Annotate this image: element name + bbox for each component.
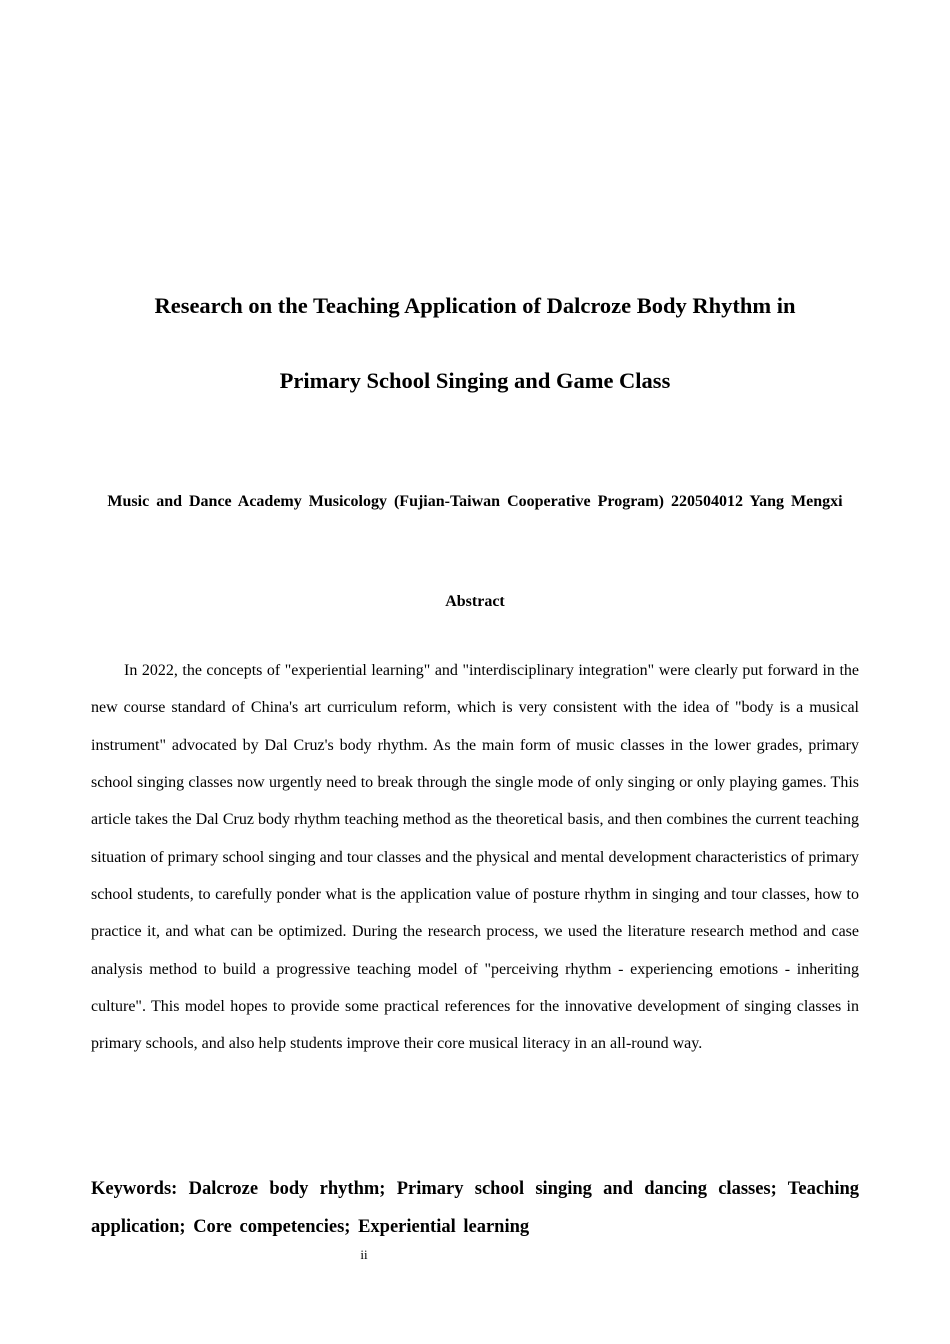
paper-title-line-2: Primary School Singing and Game Class bbox=[279, 368, 671, 393]
keywords: Keywords: Dalcroze body rhythm; Primary school singing and dancing classes; Teaching application; Core competencies; Experiential learning bbox=[91, 1179, 859, 1237]
abstract-body: In 2022, the concepts of "experiential learning" and "interdisciplinary integration" were clearly put forward in the new course standard of China's art curriculum reform, which is very consistent with the idea of "body is a musical instrument" advocated by Dal Cruz's body rhythm. As the main form of music classes in the lower grades, primary school singing classes now urgently need to break through the single mode of only singing or only playing games. This article takes the Dal Cruz body rhythm teaching method as the theoretical basis, and then combines the current teaching situation of primary school singing and tour classes and the physical and mental development characteristics of primary school students, to carefully ponder what is the application value of posture rhythm in singing and tour classes, how to practice it, and what can be optimized. During the research process, we used the literature research method and case analysis method to build a progressive teaching model of "perceiving rhythm - experiencing emotions - inheriting culture". This model hopes to provide some practical references for the innovative development of singing classes in primary schools, and also help students improve their core musical literacy in an all-round way. bbox=[91, 662, 859, 1053]
page-number: ii bbox=[360, 1247, 368, 1262]
author-affiliation: Music and Dance Academy Musicology (Fujian-Taiwan Cooperative Program) 220504012 Yang Mengxi bbox=[107, 493, 843, 510]
abstract-heading: Abstract bbox=[445, 593, 505, 610]
paper-title-line-1: Research on the Teaching Application of Dalcroze Body Rhythm in bbox=[154, 293, 796, 318]
